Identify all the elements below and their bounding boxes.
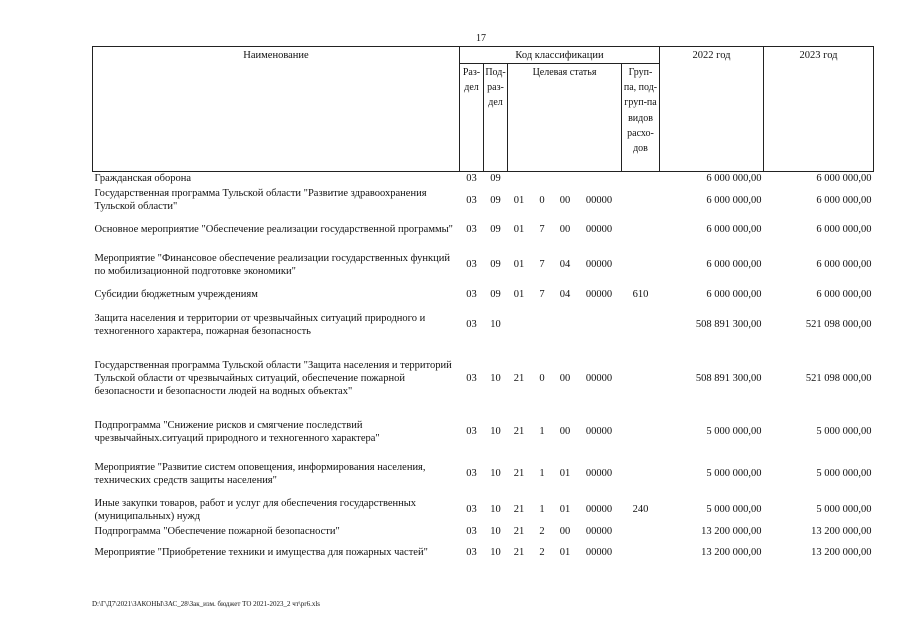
row-name: Государственная программа Тульской области "Развитие здравоохранения Тульской области" [94, 188, 427, 212]
row-expense-group [622, 172, 660, 186]
row-subsection: 09 [490, 223, 501, 235]
row-name: Субсидии бюджетным учреждениям [94, 289, 258, 300]
row-subprogram-code: 0 [539, 194, 545, 206]
row-program-code [508, 304, 531, 346]
row-program-code: 21 [513, 547, 525, 558]
row-section: 03 [466, 426, 477, 437]
row-section: 03 [466, 372, 477, 384]
row-amount-2023: 521 098 000,00 [805, 319, 872, 330]
row-expense-group: 240 [632, 504, 649, 515]
header-target-article: Целевая статья [508, 64, 622, 172]
row-amount-2023: 5 000 000,00 [816, 468, 872, 479]
row-subprogram-code [531, 172, 554, 186]
row-subprogram-code: 1 [539, 468, 545, 479]
row-program-code: 21 [513, 372, 525, 384]
row-name: Иные закупки товаров, работ и услуг для обеспечения государственных (муниципальных) нужд [94, 497, 417, 522]
header-year-2023: 2023 год [764, 47, 874, 172]
row-name: Защита населения и территории от чрезвычайных ситуаций природного и техногенного характера, пожарная безопасность [94, 312, 426, 337]
row-activity-code: 01 [559, 547, 571, 558]
row-activity-code: 00 [559, 426, 571, 437]
header-expense-group: Груп-па, под-груп-па видов расхо-дов [622, 64, 660, 172]
header-section: Раз-дел [460, 64, 484, 172]
table-row [93, 411, 874, 453]
row-subsection: 10 [490, 319, 501, 330]
row-direction-code: 00000 [585, 526, 613, 537]
row-subprogram-code [531, 304, 554, 346]
row-direction-code: 00000 [585, 468, 613, 479]
table-row [93, 186, 874, 215]
row-section: 03 [466, 504, 477, 515]
row-name: Подпрограмма "Снижение рисков и смягчение последствий чрезвычайных.ситуаций природного и техногенного характера" [94, 419, 380, 444]
row-amount-2022: 508 891 300,00 [695, 319, 762, 330]
row-section: 03 [466, 289, 477, 300]
row-activity-code: 00 [559, 526, 571, 537]
row-section: 03 [466, 319, 477, 330]
row-program-code: 21 [513, 426, 525, 437]
row-program-code: 01 [513, 223, 525, 235]
table-row [93, 304, 874, 346]
row-amount-2023: 521 098 000,00 [805, 372, 872, 384]
row-program-code: 21 [513, 526, 525, 537]
row-expense-group [622, 215, 660, 244]
row-activity-code: 00 [559, 194, 571, 206]
row-subsection: 10 [490, 372, 501, 384]
row-subprogram-code: 2 [539, 526, 545, 537]
row-direction-code [577, 304, 622, 346]
row-amount-2022: 6 000 000,00 [660, 172, 764, 186]
row-direction-code: 00000 [585, 504, 613, 515]
row-amount-2023: 13 200 000,00 [811, 526, 872, 537]
row-amount-2022: 6 000 000,00 [706, 259, 762, 270]
row-amount-2022: 6 000 000,00 [706, 223, 762, 235]
row-section: 03 [466, 194, 477, 206]
row-amount-2023: 5 000 000,00 [816, 504, 872, 515]
row-subprogram-code: 1 [539, 504, 545, 515]
row-amount-2023: 6 000 000,00 [816, 194, 872, 206]
row-expense-group [622, 525, 660, 539]
row-expense-group [622, 453, 660, 495]
row-subprogram-code: 7 [539, 259, 545, 270]
row-direction-code [577, 172, 622, 186]
file-path-footer: D:\Г\Д7\2021\ЗАКОНЫ\ЗАС_28\Зак_изм. бюджет ТО 2021-2023_2 чт\pr6.xls [92, 600, 321, 608]
row-name: Мероприятие "Финансовое обеспечение реализации государственных функций по мобилизационной подготовке экономики" [94, 252, 450, 277]
row-expense-group [622, 411, 660, 453]
header-code-classification: Код классификации [460, 47, 660, 64]
header-year-2022: 2022 год [660, 47, 764, 172]
row-amount-2022: 13 200 000,00 [701, 547, 762, 558]
row-subsection: 09 [490, 259, 501, 270]
row-subprogram-code: 7 [539, 223, 545, 235]
row-amount-2022: 508 891 300,00 [695, 372, 762, 384]
row-subsection: 10 [490, 547, 501, 558]
row-name: Мероприятие "Приобретение техники и имущества для пожарных частей" [94, 547, 428, 558]
row-direction-code: 00000 [585, 372, 613, 384]
row-expense-group [622, 304, 660, 346]
table-row [93, 172, 874, 186]
table-row [93, 539, 874, 567]
row-direction-code: 00000 [585, 223, 613, 235]
row-direction-code: 00000 [585, 426, 613, 437]
row-program-code [508, 172, 531, 186]
row-amount-2023: 13 200 000,00 [811, 547, 872, 558]
row-subsection: 10 [490, 526, 501, 537]
page-number: 17 [476, 33, 486, 44]
row-activity-code [554, 304, 577, 346]
table-row [93, 215, 874, 244]
row-direction-code: 00000 [585, 259, 613, 270]
row-activity-code: 00 [559, 372, 571, 384]
header-row-top [93, 47, 874, 64]
row-expense-group [622, 186, 660, 215]
row-subprogram-code: 1 [539, 426, 545, 437]
table-row [93, 525, 874, 539]
row-section: 03 [466, 259, 477, 270]
row-direction-code: 00000 [585, 194, 613, 206]
row-name: Государственная программа Тульской области "Защита населения и территорий Тульской области от чрезвычайных ситуаций, обеспечение пожарной безопасности и безопасности людей на водных объектах" [94, 359, 452, 397]
budget-table [92, 46, 874, 567]
row-name: Подпрограмма "Обеспечение пожарной безопасности" [94, 526, 340, 537]
row-expense-group [622, 346, 660, 411]
row-section: 03 [466, 547, 477, 558]
row-activity-code [554, 172, 577, 186]
row-subprogram-code: 0 [539, 372, 545, 384]
row-subsection: 09 [490, 289, 501, 300]
row-section: 03 [466, 526, 477, 537]
budget-rows [93, 172, 874, 567]
row-amount-2022: 13 200 000,00 [701, 526, 762, 537]
row-program-code: 01 [513, 289, 525, 300]
row-activity-code: 00 [559, 223, 571, 235]
row-subsection: 09 [484, 172, 508, 186]
table-row [93, 286, 874, 304]
row-amount-2022: 6 000 000,00 [706, 289, 762, 300]
row-name: Основное мероприятие "Обеспечение реализации государственной программы" [94, 223, 453, 235]
row-name: Мероприятие "Развитие систем оповещения, информирования населения, технических средств защиты населения" [94, 461, 426, 486]
row-activity-code: 04 [559, 289, 571, 300]
row-name: Гражданская оборона [93, 172, 460, 186]
table-row [93, 346, 874, 411]
row-subsection: 10 [490, 468, 501, 479]
table-row [93, 453, 874, 495]
row-amount-2023: 6 000 000,00 [816, 289, 872, 300]
row-subsection: 10 [490, 426, 501, 437]
row-amount-2022: 5 000 000,00 [706, 426, 762, 437]
row-program-code: 21 [513, 468, 525, 479]
row-activity-code: 01 [559, 468, 571, 479]
row-expense-group: 610 [632, 289, 649, 300]
row-program-code: 21 [513, 504, 525, 515]
row-expense-group [622, 244, 660, 286]
row-activity-code: 01 [559, 504, 571, 515]
row-amount-2023: 6 000 000,00 [816, 259, 872, 270]
row-amount-2023: 6 000 000,00 [764, 172, 874, 186]
row-section: 03 [466, 223, 477, 235]
row-subprogram-code: 2 [539, 547, 545, 558]
table-row [93, 244, 874, 286]
row-amount-2022: 6 000 000,00 [706, 194, 762, 206]
row-program-code: 01 [513, 259, 525, 270]
row-amount-2023: 5 000 000,00 [816, 426, 872, 437]
row-section: 03 [466, 468, 477, 479]
row-direction-code: 00000 [585, 289, 613, 300]
row-subsection: 09 [490, 194, 501, 206]
row-direction-code: 00000 [585, 547, 613, 558]
row-expense-group [622, 539, 660, 567]
row-program-code: 01 [513, 194, 525, 206]
header-subsection: Под-раз-дел [484, 64, 508, 172]
header-name: Наименование [93, 47, 460, 172]
row-amount-2022: 5 000 000,00 [706, 504, 762, 515]
table-row [93, 495, 874, 525]
row-subsection: 10 [490, 504, 501, 515]
row-section: 03 [460, 172, 484, 186]
row-amount-2023: 6 000 000,00 [816, 223, 872, 235]
row-amount-2022: 5 000 000,00 [706, 468, 762, 479]
row-subprogram-code: 7 [539, 289, 545, 300]
row-activity-code: 04 [559, 259, 571, 270]
